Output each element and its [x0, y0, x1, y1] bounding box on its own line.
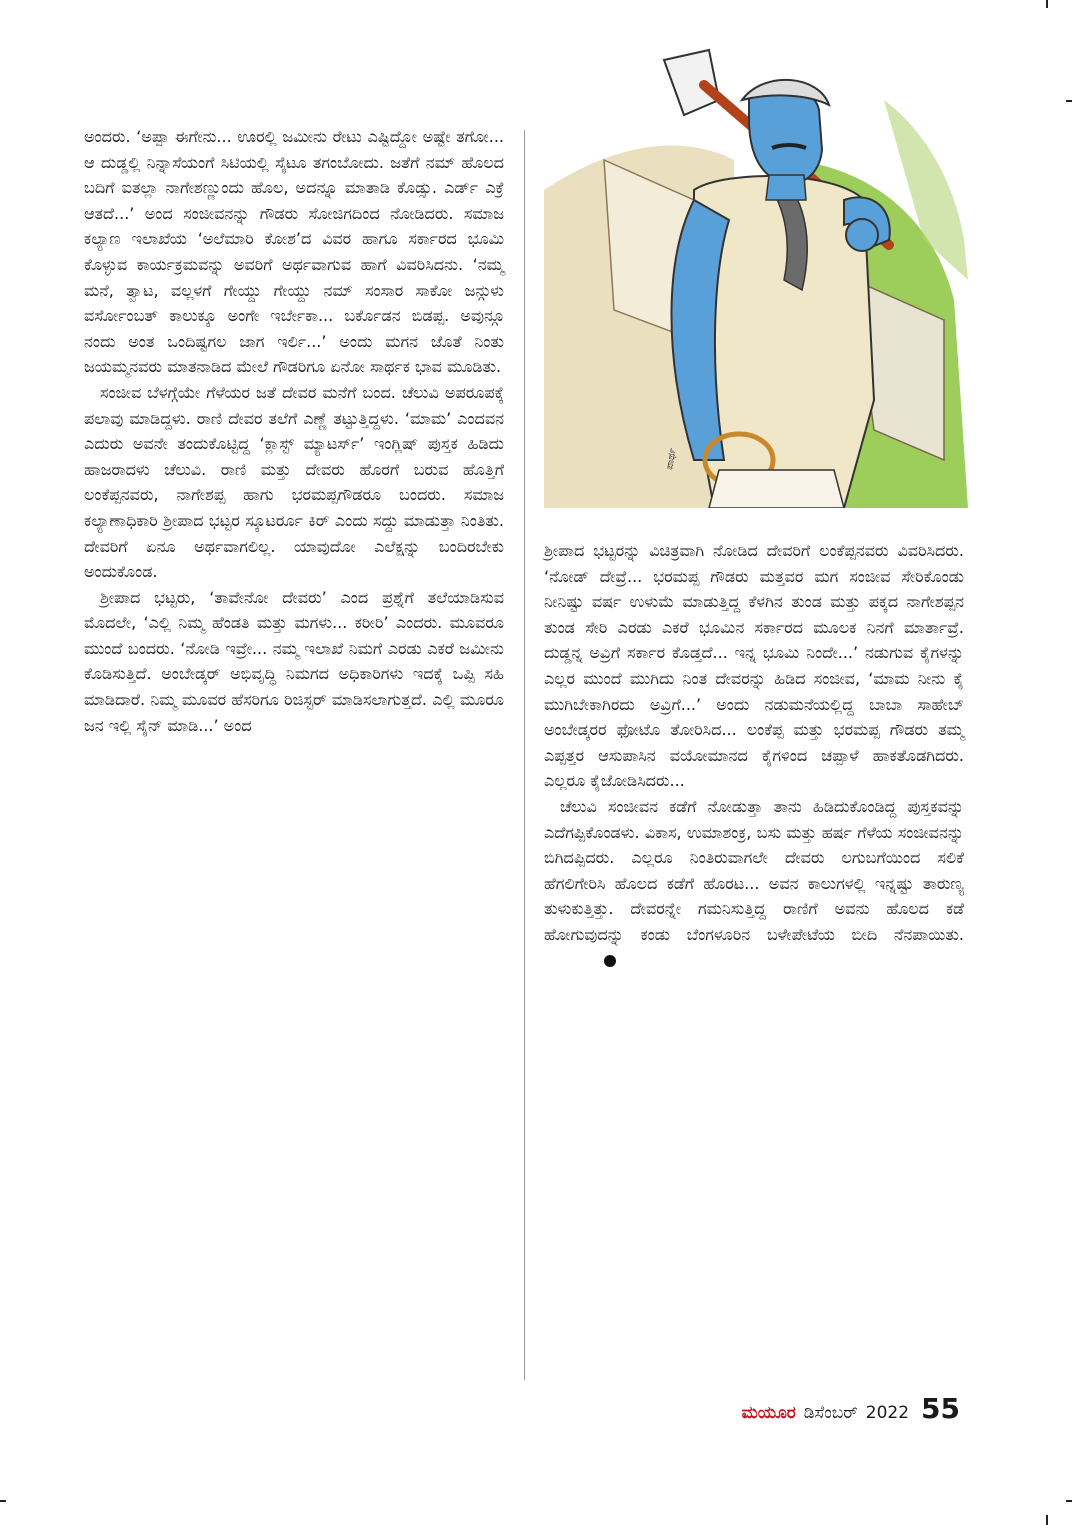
crop-mark — [1046, 1515, 1048, 1525]
crop-mark — [0, 1500, 6, 1502]
page-number: 55 — [921, 1392, 960, 1425]
paragraph — [544, 794, 964, 973]
crop-mark — [1066, 100, 1072, 102]
paragraph: ಸಂಜೀವ ಬೆಳಗ್ಗೆಯೇ ಗೆಳೆಯರ ಜತೆ ದೇವರ ಮನೆಗೆ ಬಂದ. ಚೆಲುವಿ ಅಪರೂಪಕ್ಕೆ ಪಲಾವು ಮಾಡಿದ್ದಳು. ರಾಣಿ ದೇವರ ತಲೆಗೆ ಎಣ್ಣೆ ತಟ್ಟುತ್ತಿದ್ದಳು. ‘ಮಾಮ’ ಎಂದವನ ಎದುರು ಅವನೇ ತಂದುಕೊಟ್ಟಿದ್ದ ‘ಕ್ಲಾಸ್ಟ್ ಮ್ಯಾಟರ್ಸ್’ ಇಂಗ್ಲಿಷ್ ಪುಸ್ತಕ ಹಿಡಿದು ಹಾಜರಾದಳು ಚೆಲುವಿ. ರಾಣಿ ಮತ್ತು ದೇವರು ಹೊರಗೆ ಬರುವ ಹೊತ್ತಿಗೆ ಲಂಕೆಪ್ಪನವರು, ನಾಗೇಶಪ್ಪ ಹಾಗು ಭರಮಪ್ಪಗೌಡರೂ ಬಂದರು. ಸಮಾಜ ಕಲ್ಯಾಣಾಧಿಕಾರಿ ಶ್ರೀಪಾದ ಭಟ್ಟರ ಸ್ಕೂಟರ್ರೂ ಕಿರ್ ಎಂದು ಸದ್ದು ಮಾಡುತ್ತಾ ನಿಂತಿತು. ದೇವರಿಗೆ ಏನೂ ಅರ್ಥವಾಗಲಿಲ್ಲ. ಯಾವುದೋ ಎಲೆಕ್ಷನ್ನು ಬಂದಿರಬೇಕು ಅಂದುಕೊಂಡ. — [84, 382, 504, 582]
artist-signature: ಪಾರ್ಥ — [664, 447, 679, 471]
crop-mark — [1046, 0, 1048, 8]
left-column — [84, 124, 504, 738]
story-illustration — [544, 40, 968, 508]
magazine-brand: ಮಯೂರ — [741, 1403, 796, 1423]
paragraph: ಶ್ರೀಪಾದ ಭಟ್ಟರನ್ನು ವಿಚಿತ್ರವಾಗಿ ನೋಡಿದ ದೇವರಿಗೆ ಲಂಕೆಪ್ಪನವರು ವಿವರಿಸಿದರು. ‘ನೋಡ್ ದೇವ್ರೆ... ಭರಮಪ್ಪ ಗೌಡರು ಮತ್ತವರ ಮಗ ಸಂಜೀವ ಸೇರಿಕೊಂಡು ನೀನಿಷ್ಟು ವರ್ಷ ಉಳುಮೆ ಮಾಡುತ್ತಿದ್ದ ಕೆಳಗಿನ ತುಂಡ ಮತ್ತು ಪಕ್ಕದ ನಾಗೇಶಪ್ಪನ ತುಂಡ ಸೇರಿ ಎರಡು ಎಕರೆ ಭೂಮಿನ ಸರ್ಕಾರದ ಮೂಲಕ ನಿನಗೆ ಮಾರ್ತಾವ್ರೆ. ದುಡ್ಡನ್ನ ಅವ್ರಿಗೆ ಸರ್ಕಾರ ಕೊಡ್ತದೆ... ಇನ್ನ ಭೂಮಿ ನಿಂದೇ...’ ನಡುಗುವ ಕೈಗಳನ್ನು ಎಲ್ಲರ ಮುಂದೆ ಮುಗಿದು ನಿಂತ ದೇವರನ್ನು ಹಿಡಿದ ಸಂಜೀವ, ‘ಮಾಮ ನೀನು ಕೈ ಮುಗಿಬೇಕಾಗಿರದು ಅವ್ರಿಗೆ...’ ಅಂದು ನಡುಮನೆಯಲ್ಲಿದ್ದ ಬಾಬಾ ಸಾಹೇಬ್ ಅಂಬೇಡ್ಕರರ ಫೋಟೊ ತೋರಿಸಿದ... ಲಂಕೆಪ್ಪ ಮತ್ತು ಭರಮಪ್ಪ ಗೌಡರು ತಮ್ಮ ಎಪ್ಪತ್ತರ ಆಸುಪಾಸಿನ ವಯೋಮಾನದ ಕೈಗಳಿಂದ ಚಪ್ಪಾಳೆ ಹಾಕತೊಡಗಿದರು. ಎಲ್ಲರೂ ಕೈಜೋಡಿಸಿದರು... — [544, 541, 964, 791]
end-of-story-bullet-icon — [604, 955, 616, 967]
issue-year: 2022 — [865, 1403, 910, 1423]
column-divider — [524, 130, 525, 1380]
paragraph: ಅಂದರು. ‘ಅಪ್ಪಾ ಈಗೇನು... ಊರಲ್ಲಿ ಜಮೀನು ರೇಟು ಎಷ್ಟಿದ್ದೋ ಅಷ್ಟೇ ತಗೋ... ಆ ದುಡ್ಡಲ್ಲಿ ನಿನ್ನಾಸೆಯಂಗೆ ಸಿಟಿಯಲ್ಲಿ ಸೈಟೂ ತಗಂಬೋದು. ಜತೆಗೆ ನಮ್ ಹೊಲದ ಬದಿಗೆ ಐತಲ್ಲಾ ನಾಗೇಶಣ್ಣುಂದು ಹೊಲ, ಅದನ್ನೂ ಮಾತಾಡಿ ಕೊಡ್ಸು. ಎರ್ಡ್ ಎಕ್ರೆ ಆತದೆ...’ ಅಂದ ಸಂಜೀವನನ್ನು ಗೌಡರು ಸೋಜಿಗದಿಂದ ನೋಡಿದರು. ಸಮಾಜ ಕಲ್ಯಾಣ ಇಲಾಖೆಯ ‘ಅಲೆಮಾರಿ ಕೋಶ’ದ ವಿವರ ಹಾಗೂ ಸರ್ಕಾರದ ಭೂಮಿ ಕೊಳ್ಳುವ ಕಾರ್ಯಕ್ರಮವನ್ನು ಅವರಿಗೆ ಅರ್ಥವಾಗುವ ಹಾಗೆ ವಿವರಿಸಿದನು. ‘ನಮ್ಮ ಮನೆ, ತ್ವಾಟ, ವಲ್ಲಳಗೆ ಗೇಯ್ದು ಗೇಯ್ದು ನಮ್ ಸಂಸಾರ ಸಾಕೋ ಜನ್ಗುಳು ವರ್ಸೋಂಬತ್ ಕಾಲುಕ್ಕೂ ಅಂಗೇ ಇರ್ಬೇಕಾ... ಬರ್ಕೊಡನ ಬಿಡಪ್ಪ. ಅವುನ್ಗೂ ನಂದು ಅಂತ ಒಂದಿಷ್ಟಗಲ ಜಾಗ ಇರ್ಲಿ...’ ಅಂದು ಮಗನ ಜೊತೆ ನಿಂತು ಜಯಮ್ಮನವರು ಮಾತನಾಡಿದ ಮೇಲೆ ಗೌಡರಿಗೂ ಏನೋ ಸಾರ್ಥಕ ಭಾವ ಮೂಡಿತು. — [84, 127, 504, 377]
crop-mark — [1066, 1500, 1072, 1502]
paragraph-text: ಚೆಲುವಿ ಸಂಜೀವನ ಕಡೆಗೆ ನೋಡುತ್ತಾ ತಾನು ಹಿಡಿದುಕೊಂಡಿದ್ದ ಪುಸ್ತಕವನ್ನು ಎದೆಗಪ್ಪಿಕೊಂಡಳು. ವಿಕಾಸ, ಉಮಾಶಂಕ್ರ, ಬಸು ಮತ್ತು ಹರ್ಷ ಗೆಳೆಯ ಸಂಜೀವನನ್ನು ಬಿಗಿದಪ್ಪಿದರು. ಎಲ್ಲರೂ ನಿಂತಿರುವಾಗಲೇ ದೇವರು ಲಗುಬಗೆಯಿಂದ ಸಲಿಕೆ ಹೆಗಲಿಗೇರಿಸಿ ಹೊಲದ ಕಡೆಗೆ ಹೊರಟ... ಅವನ ಕಾಲುಗಳಲ್ಲಿ ಇನ್ನಷ್ಟು ತಾರುಣ್ಯ ತುಳುಕುತ್ತಿತ್ತು. ದೇವರನ್ನೇ ಗಮನಿಸುತ್ತಿದ್ದ ರಾಣಿಗೆ ಅವನು ಹೊಲದ ಕಡೆ ಹೋಗುವುದನ್ನು ಕಂಡು ಬೆಂಗಳೂರಿನ ಬಳೇಪೇಟೆಯ ಬೀದಿ ನೆನಪಾಯಿತು. — [544, 796, 964, 944]
paragraph: ಶ್ರೀಪಾದ ಭಟ್ಟರು, ‘ತಾವೇನೋ ದೇವರು’ ಎಂದ ಪ್ರಶ್ನೆಗೆ ತಲೆಯಾಡಿಸುವ ಮೊದಲೇ, ‘ಎಲ್ಲಿ ನಿಮ್ಮ ಹೆಂಡತಿ ಮತ್ತು ಮಗಳು... ಕರೀರಿ’ ಎಂದರು. ಮೂವರೂ ಮುಂದೆ ಬಂದರು. ‘ನೋಡಿ ಇವ್ರೇ... ನಮ್ಮ ಇಲಾಖೆ ನಿಮಗೆ ಎರಡು ಎಕರೆ ಜಮೀನು ಕೊಡಿಸುತ್ತಿದೆ. ಅಂಬೇಡ್ಕರ್ ಅಭಿವೃದ್ಧಿ ನಿಮಗದ ಅಧಿಕಾರಿಗಳು ಇದಕ್ಕೆ ಒಪ್ಪಿ ಸಹಿ ಮಾಡಿದಾರೆ. ನಿಮ್ಮ ಮೂವರ ಹೆಸರಿಗೂ ರಿಜಿಸ್ಟರ್ ಮಾಡಿಸಲಾಗುತ್ತದೆ. ಎಲ್ಲಿ ಮೂರೂ ಜನ ಇಲ್ಲಿ ಸೈನ್ ಮಾಡಿ...’ ಅಂದ — [84, 587, 504, 735]
page-footer — [742, 1392, 960, 1425]
issue-month: ಡಿಸೆಂಬರ್ — [803, 1403, 858, 1423]
right-column — [544, 538, 964, 973]
